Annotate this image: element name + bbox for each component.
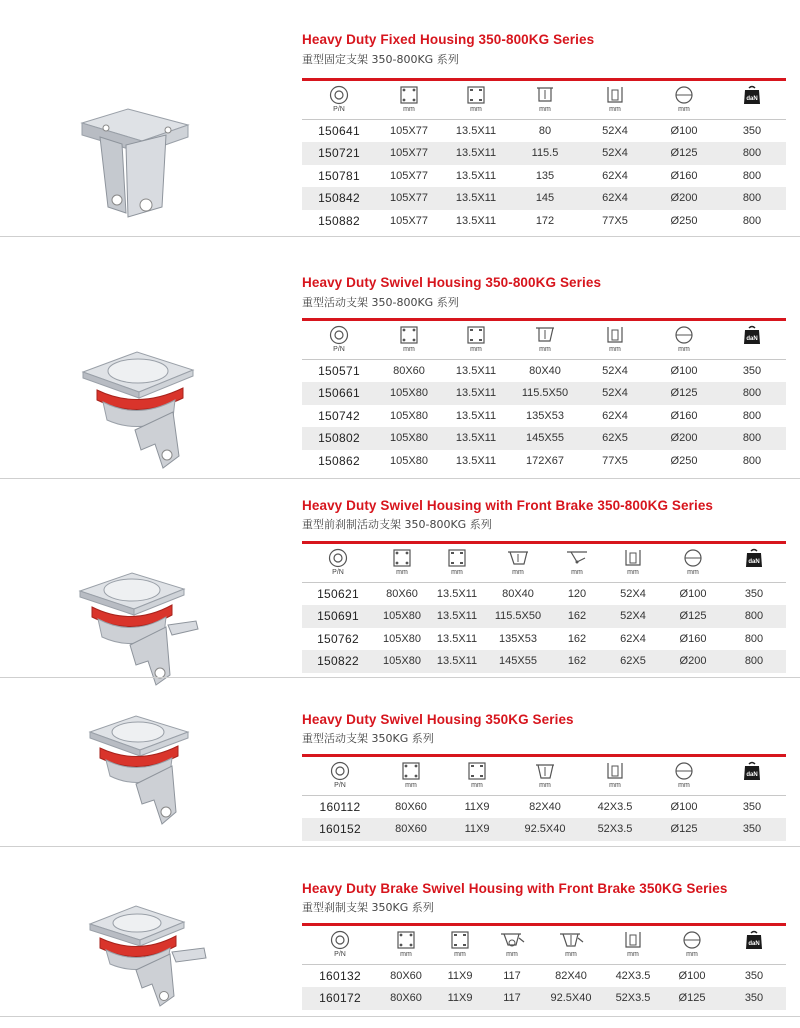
cell: 13.5X11 <box>442 427 510 450</box>
wheel-diameter-icon <box>673 325 695 345</box>
cell: 11X9 <box>434 965 486 988</box>
load-weight-icon <box>743 85 761 105</box>
cell: 105X77 <box>376 120 442 143</box>
wheel-diameter-header <box>650 80 718 120</box>
cell: 350 <box>718 796 786 819</box>
pn-label: P/N <box>333 106 345 113</box>
cell: 350 <box>718 360 786 383</box>
table-row <box>302 165 786 188</box>
table-row <box>302 965 786 988</box>
cell: 800 <box>722 650 786 673</box>
cell: 172 <box>535 214 555 227</box>
cell: 13.5X11 <box>442 142 510 165</box>
table-row <box>302 187 786 210</box>
cell: 135 <box>535 169 555 182</box>
height-header <box>510 80 580 120</box>
cell: 82X40 <box>538 965 604 988</box>
part-number: 150661 <box>302 382 376 405</box>
wheel-diameter-header <box>664 543 722 583</box>
cell: Ø100 <box>650 796 718 819</box>
section-title: Heavy Duty Fixed Housing 350-800KG Series <box>302 32 595 47</box>
cell: 62X5 <box>580 427 650 450</box>
table-row <box>302 628 786 651</box>
plate-size-header <box>378 756 444 796</box>
swivel-brake-housing-photo <box>72 565 202 715</box>
height-offset-header <box>510 320 580 360</box>
cell: 117 <box>486 987 538 1010</box>
load-weight-icon <box>743 325 761 345</box>
plate-size-header <box>376 320 442 360</box>
cell: 800 <box>718 187 786 210</box>
swivel-housing-photo <box>75 340 205 490</box>
table-row <box>302 818 786 841</box>
cell: 52X4 <box>602 605 664 628</box>
unit-label: mm <box>627 951 639 958</box>
washer-icon <box>330 930 350 950</box>
cell: 115.5X50 <box>510 382 580 405</box>
cell: 115.5 <box>510 142 580 165</box>
part-number: 150802 <box>302 427 376 450</box>
table-row <box>302 796 786 819</box>
wheel-diameter-header <box>662 925 722 965</box>
unit-label: mm <box>609 106 621 113</box>
cell: Ø100 <box>650 120 718 143</box>
cell: Ø100 <box>664 583 722 606</box>
unit-label: mm <box>470 346 482 353</box>
cell: 350 <box>718 818 786 841</box>
table-row <box>302 405 786 428</box>
load-weight-icon <box>745 930 763 950</box>
cell: 350 <box>722 583 786 606</box>
brake-caster-icon <box>499 930 525 950</box>
load-header <box>722 925 786 965</box>
section-divider <box>0 677 800 678</box>
cell: 800 <box>718 142 786 165</box>
part-number: 160132 <box>302 965 378 988</box>
cell: 80X60 <box>376 360 442 383</box>
load-weight-icon <box>745 548 763 568</box>
part-number: 150842 <box>302 187 376 210</box>
cell: 350 <box>722 987 786 1010</box>
cell: 105X80 <box>390 454 428 467</box>
cell: 800 <box>742 454 762 467</box>
cell: 172X67 <box>526 454 564 467</box>
cell: 77X5 <box>602 214 628 227</box>
part-number: 160152 <box>302 818 378 841</box>
unit-label: mm <box>470 106 482 113</box>
section-title: Heavy Duty Swivel Housing 350KG Series <box>302 712 574 727</box>
part-number: 150762 <box>317 631 359 646</box>
cell: 350 <box>718 120 786 143</box>
cell: 135X53 <box>499 632 537 645</box>
bolt-hole-header <box>434 925 486 965</box>
cell: 80X60 <box>378 818 444 841</box>
cell: 62X4 <box>602 409 628 422</box>
cell: 80X40 <box>484 583 552 606</box>
cell: 42X3.5 <box>580 796 650 819</box>
cell: 800 <box>742 409 762 422</box>
unit-label: mm <box>454 951 466 958</box>
unit-label: mm <box>396 569 408 576</box>
cell: 92.5X40 <box>510 818 580 841</box>
height-icon <box>534 85 556 105</box>
cell: 135X53 <box>526 409 564 422</box>
cell: 80X60 <box>374 583 430 606</box>
cell: 13.5X11 <box>455 214 497 227</box>
wheel-width-header <box>580 320 650 360</box>
top-plate-icon <box>398 85 420 105</box>
cell: 11X9 <box>444 818 510 841</box>
cell: 52X4 <box>580 142 650 165</box>
load-header <box>718 80 786 120</box>
part-number: 160112 <box>302 796 378 819</box>
cell: 800 <box>722 605 786 628</box>
cell: 800 <box>742 169 762 182</box>
cell: 117 <box>486 965 538 988</box>
cell: 162 <box>552 605 602 628</box>
table-row <box>302 583 786 606</box>
unit-label: mm <box>405 782 417 789</box>
unit-label: mm <box>403 106 415 113</box>
part-number-header <box>302 543 374 583</box>
unit-label: mm <box>539 346 551 353</box>
section-divider <box>0 846 800 847</box>
cell: Ø125 <box>662 987 722 1010</box>
fixed-housing-photo <box>70 95 200 245</box>
section-divider <box>0 236 800 237</box>
cell: Ø250 <box>670 214 698 227</box>
part-number-header <box>302 80 376 120</box>
cell: 52X4 <box>580 382 650 405</box>
section-divider <box>0 1016 800 1017</box>
unit-label: mm <box>403 346 415 353</box>
table-row <box>302 605 786 628</box>
part-number: 150822 <box>302 650 374 673</box>
unit-label: mm <box>609 346 621 353</box>
pn-label: P/N <box>334 951 346 958</box>
cell: 800 <box>744 632 764 645</box>
cell: Ø200 <box>664 650 722 673</box>
bolt-hole-header <box>430 543 484 583</box>
wheel-diameter-icon <box>681 930 703 950</box>
table-row <box>302 427 786 450</box>
unit-label: mm <box>686 951 698 958</box>
unit-label: mm <box>400 951 412 958</box>
cell: 13.5X11 <box>430 583 484 606</box>
cell: 162 <box>552 650 602 673</box>
load-header <box>722 543 786 583</box>
washer-icon <box>329 325 349 345</box>
bolt-hole-icon <box>466 761 488 781</box>
wheel-diameter-icon <box>682 548 704 568</box>
cell: 13.5X11 <box>442 187 510 210</box>
cell: Ø200 <box>650 187 718 210</box>
spec-table <box>302 923 786 1010</box>
bolt-hole-header <box>442 80 510 120</box>
part-number: 150781 <box>318 168 360 183</box>
cell: 11X9 <box>444 796 510 819</box>
pn-label: P/N <box>333 346 345 353</box>
wheel-width-icon <box>622 548 644 568</box>
unit-label: mm <box>627 569 639 576</box>
part-number-header <box>302 925 378 965</box>
top-plate-icon <box>395 930 417 950</box>
section-subtitle: 重型活动支架 350-800KG 系列 <box>302 296 459 309</box>
bolt-hole-icon <box>449 930 471 950</box>
table-row <box>302 142 786 165</box>
cell: 80X40 <box>510 360 580 383</box>
pn-label: P/N <box>332 569 344 576</box>
section-divider <box>0 478 800 479</box>
table-row <box>302 650 786 673</box>
cell: Ø100 <box>662 965 722 988</box>
cell: 105X77 <box>390 214 428 227</box>
swivel-housing-350-photo <box>76 712 206 842</box>
bolt-hole-icon <box>446 548 468 568</box>
wheel-width-header <box>602 543 664 583</box>
cell: 120 <box>552 583 602 606</box>
part-number: 150862 <box>318 453 360 468</box>
section-title: Heavy Duty Brake Swivel Housing with Front Brake 350KG Series <box>302 881 728 896</box>
cell: Ø160 <box>670 169 698 182</box>
cell: 115.5X50 <box>484 605 552 628</box>
washer-icon <box>328 548 348 568</box>
cell: Ø125 <box>650 818 718 841</box>
unit-label: mm <box>471 782 483 789</box>
spec-table <box>302 541 786 673</box>
cell: Ø160 <box>670 409 698 422</box>
wheel-width-header <box>580 80 650 120</box>
part-number: 150621 <box>302 583 374 606</box>
cell: 145 <box>510 187 580 210</box>
cell: 800 <box>718 382 786 405</box>
load-weight-icon <box>743 761 761 781</box>
cell: 42X3.5 <box>604 965 662 988</box>
cell: 105X80 <box>374 605 430 628</box>
cell: 52X3.5 <box>604 987 662 1010</box>
cell: 11X9 <box>434 987 486 1010</box>
cell: 105X80 <box>383 632 421 645</box>
wheel-diameter-header <box>650 756 718 796</box>
cell: 52X4 <box>580 360 650 383</box>
dan-label: daN <box>746 336 758 342</box>
cell: 92.5X40 <box>538 987 604 1010</box>
brake-reach-header <box>486 925 538 965</box>
cell: 13.5X11 <box>442 120 510 143</box>
cell: 80 <box>510 120 580 143</box>
top-plate-icon <box>398 325 420 345</box>
cell: 80X60 <box>378 987 434 1010</box>
table-row <box>302 120 786 143</box>
height-offset-header <box>510 756 580 796</box>
part-number: 150691 <box>302 605 374 628</box>
cell: 800 <box>742 214 762 227</box>
part-number-header <box>302 320 376 360</box>
wheel-width-header <box>580 756 650 796</box>
part-number-header <box>302 756 378 796</box>
cell: 13.5X11 <box>430 650 484 673</box>
unit-label: mm <box>512 569 524 576</box>
cell: 105X77 <box>376 142 442 165</box>
brake-reach-header <box>552 543 602 583</box>
height-offset-header <box>484 543 552 583</box>
cell: 80X60 <box>378 965 434 988</box>
table-row <box>302 382 786 405</box>
cell: 52X4 <box>580 120 650 143</box>
dan-label: daN <box>748 941 760 947</box>
unit-label: mm <box>609 782 621 789</box>
unit-label: mm <box>678 346 690 353</box>
unit-label: mm <box>687 569 699 576</box>
cell: 80X60 <box>378 796 444 819</box>
bolt-hole-icon <box>465 85 487 105</box>
brake-lever-icon <box>565 548 589 568</box>
wheel-width-header <box>604 925 662 965</box>
cell: 82X40 <box>510 796 580 819</box>
cell: 13.5X11 <box>436 632 478 645</box>
washer-icon <box>330 761 350 781</box>
cell: 62X4 <box>580 187 650 210</box>
cell: Ø160 <box>679 632 707 645</box>
part-number: 160172 <box>302 987 378 1010</box>
section-subtitle: 重型活动支架 350KG 系列 <box>302 732 434 745</box>
table-row <box>302 360 786 383</box>
table-row <box>302 987 786 1010</box>
bolt-hole-header <box>444 756 510 796</box>
section-subtitle: 重型刹制支架 350KG 系列 <box>302 901 434 914</box>
spec-table <box>302 318 786 472</box>
plate-size-header <box>376 80 442 120</box>
washer-icon <box>329 85 349 105</box>
unit-label: mm <box>678 782 690 789</box>
unit-label: mm <box>539 106 551 113</box>
cell: 105X77 <box>376 187 442 210</box>
dan-label: daN <box>746 772 758 778</box>
table-row <box>302 450 786 473</box>
cell: Ø200 <box>650 427 718 450</box>
unit-label: mm <box>451 569 463 576</box>
cell: 62X5 <box>602 650 664 673</box>
cell: 52X3.5 <box>580 818 650 841</box>
cell: 105X80 <box>376 382 442 405</box>
cell: Ø125 <box>664 605 722 628</box>
cell: 13.5X11 <box>442 360 510 383</box>
cell: 800 <box>718 427 786 450</box>
unit-label: mm <box>678 106 690 113</box>
cell: Ø125 <box>650 382 718 405</box>
top-plate-icon <box>400 761 422 781</box>
part-number: 150571 <box>302 360 376 383</box>
cell: 13.5X11 <box>455 169 497 182</box>
wheel-diameter-icon <box>673 761 695 781</box>
unit-label: mm <box>565 951 577 958</box>
load-header <box>718 756 786 796</box>
cell: 52X4 <box>602 583 664 606</box>
unit-label: mm <box>571 569 583 576</box>
part-number: 150641 <box>302 120 376 143</box>
wheel-diameter-header <box>650 320 718 360</box>
cell: 105X77 <box>390 169 428 182</box>
unit-label: mm <box>539 782 551 789</box>
load-header <box>718 320 786 360</box>
cell: 13.5X11 <box>430 605 484 628</box>
table-row <box>302 210 786 233</box>
spec-table <box>302 754 786 841</box>
height-offset-icon <box>558 930 584 950</box>
top-plate-icon <box>391 548 413 568</box>
cell: 145X55 <box>510 427 580 450</box>
cell: 62X4 <box>602 169 628 182</box>
spec-table <box>302 78 786 232</box>
cell: 62X4 <box>620 632 646 645</box>
section-subtitle: 重型前刹制活动支架 350-800KG 系列 <box>302 518 492 531</box>
wheel-diameter-icon <box>673 85 695 105</box>
height-offset-icon <box>534 325 556 345</box>
bolt-hole-header <box>442 320 510 360</box>
cell: 162 <box>567 632 587 645</box>
cell: Ø100 <box>650 360 718 383</box>
wheel-width-icon <box>604 325 626 345</box>
pn-label: P/N <box>334 782 346 789</box>
cell: 145X55 <box>484 650 552 673</box>
wheel-width-icon <box>604 85 626 105</box>
dan-label: daN <box>748 559 760 565</box>
part-number: 150742 <box>318 408 360 423</box>
height-offset-icon <box>533 761 557 781</box>
brake-swivel-housing-350-photo <box>80 900 210 1015</box>
part-number: 150721 <box>302 142 376 165</box>
height-offset-icon <box>506 548 530 568</box>
wheel-width-icon <box>604 761 626 781</box>
section-subtitle: 重型固定支架 350-800KG 系列 <box>302 53 459 66</box>
cell: Ø125 <box>650 142 718 165</box>
cell: 13.5X11 <box>455 454 497 467</box>
cell: 77X5 <box>602 454 628 467</box>
cell: 105X80 <box>376 427 442 450</box>
cell: 13.5X11 <box>442 382 510 405</box>
section-title: Heavy Duty Swivel Housing with Front Brake 350-800KG Series <box>302 498 714 513</box>
cell: Ø250 <box>670 454 698 467</box>
wheel-width-icon <box>622 930 644 950</box>
plate-size-header <box>374 543 430 583</box>
cell: 105X80 <box>390 409 428 422</box>
part-number: 150882 <box>318 213 360 228</box>
section-title: Heavy Duty Swivel Housing 350-800KG Series <box>302 275 602 290</box>
unit-label: mm <box>506 951 518 958</box>
plate-size-header <box>378 925 434 965</box>
dan-label: daN <box>746 96 758 102</box>
bolt-hole-icon <box>465 325 487 345</box>
cell: 350 <box>722 965 786 988</box>
cell: 13.5X11 <box>455 409 497 422</box>
height-offset-header <box>538 925 604 965</box>
cell: 105X80 <box>374 650 430 673</box>
